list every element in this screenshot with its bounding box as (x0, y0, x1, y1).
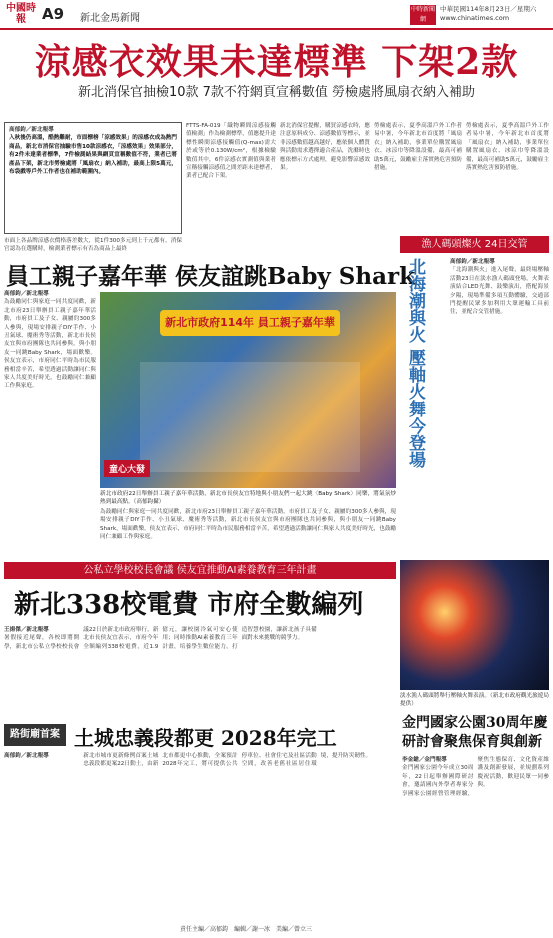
side1-photo (400, 560, 549, 690)
story4-tag: 路街廟首案 (4, 724, 66, 746)
side2-headline: 金門國家公園30周年慶 研討會聚焦保育與創新 (402, 715, 548, 750)
date-line (440, 5, 536, 23)
story2-byline: 高郁鈞／新北報導 (4, 291, 49, 297)
story4-text: 新北市城市更新條例首案土城忠義段都更案22日動土，由新北市都更中心推動，全案預計2028年完工，將可提供公共停車位、社會住宅及社區活動空間，改善老舊社區居住環境，提升防災韌性。 (83, 753, 372, 768)
story3-byline: 王揚傑／新北報導 (4, 627, 49, 633)
story2-body-cont: 為鼓勵同仁與家庭一同共度同歡，新北市府23日舉辦員工親子嘉年華活動，市府員工及子女、親屬約300多人參與，現場安排親子DIY手作、小丑氣球、魔術秀等活動，新北市長侯友宜與市府團隊也共同參與，與小朋友一同跳Baby Shark，場面歡樂。侯友宜表示，市府同仁平時為市民服務相當辛苦，希望透過活動讓同仁與家人共度美好時光，也鼓勵同仁兼顧工作與家庭。 (100, 509, 396, 541)
story2-body (4, 290, 96, 558)
newspaper-logo: 中國時報 (6, 3, 36, 25)
side2-byline: 李金鎗／金門報導 (402, 757, 447, 763)
side2-body (402, 756, 549, 920)
photo-banner: 新北市政府114年 員工親子嘉年華 (160, 310, 340, 336)
side1-byline: 高郁鈞／新北報導 (450, 259, 495, 265)
lead-subhead: 新北消保官抽檢10款 7款不符網頁宣稱數值 勞檢處將風扇衣納入補助 (77, 85, 476, 100)
side1-body (450, 258, 549, 558)
story2-headline: 員工親子嘉年華 侯友誼跳Baby Shark (6, 263, 416, 290)
story3-headline: 新北338校電費 市府全數編列 (14, 590, 364, 620)
story3-text: 暑假接近尾聲，各校即將開學，新北市公私立學校校長會議22日於新北市政府舉行，新北市長侯友宜表示，市府今年全額編列338校電費，近1.9億元，讓校園冷氣可安心使用；同時推動AI素養教育三年計畫，培養學生數位能力，打造智慧校園，讓新北孩子具備面對未來挑戰的競爭力。 (4, 627, 317, 650)
lead-byline: 高郁鈞／新北報導 (9, 127, 54, 133)
lead-col1: 市面上各品牌涼感衣價格落差數大，從1件300多元到上千元都有，消保官認為在選購時，檢測業者標示有否為商品上最終 (4, 238, 182, 253)
lead-col5: 勞檢處表示，夏季高溫戶外工作者易中暑，今年新北市首度將「風扇衣」納入補助，事業單位購置風扇衣、冰涼巾等降溫設備，最高可補助5萬元，鼓勵雇主落實熱危害預防措施。 (466, 123, 549, 172)
story3-body (4, 626, 396, 722)
story2-text: 為鼓勵同仁與家庭一同共度同歡，新北市府23日舉辦員工親子嘉年華活動，市府員工及子女、親屬約300多人參與，現場安排親子DIY手作、小丑氣球、魔術秀等活動，新北市長侯友宜與市府團隊也共同參與，與小朋友一同跳Baby Shark，場面歡樂。侯友宜表示，市府同仁平時為市民服務相當辛苦，希望透過活動讓同仁與家人共度美好時光，也鼓勵同仁兼顧工作與家庭。 (4, 299, 96, 390)
side1-text: 「北海潮與火」進入尾聲，最終場壓軸活動23日在淡水漁人碼頭登場，火舞表演結合LED光舞、鼓樂演出，搭配海景夕陽，現場準備多項互動體驗，交通部門提醒民眾多加利用大眾運輸工具前往，並配合交管措施。 (450, 267, 549, 316)
lead-col3: 新北消保官提醒，購買涼感衣時，應注意原料成分、涼感數值等標示，並非涼感數值越高越好，應依個人體質與活動需求選擇適合產品，洗滌時也應依標示方式處理，避免影響涼感效果。 (280, 123, 370, 172)
page-number: A9 (42, 5, 65, 23)
side2-text: 金門國家公園今年成立30周年，22日起舉辦國際研討會，邀請國內外學者專家分享國家公園經營管理經驗，聚焦生態保育、文化資產維護及創新發展，並規劃系列慶祝活動，歡迎民眾一同參與。 (402, 757, 549, 797)
lead-col4: 勞檢處表示，夏季高溫戶外工作者易中暑，今年新北市首度將「風扇衣」納入補助，事業單位購置風扇衣、冰涼巾等降溫設備，最高可補助5萬元，鼓勵雇主落實熱危害預防措施。 (374, 123, 462, 172)
side1-vertical-headline: 北海潮與火 壓軸火舞今登場 (405, 258, 425, 468)
lead-headline: 涼感衣效果未達標準 下架2款 (34, 41, 519, 83)
lead-summary: 入秋後仍高溫，酷熱難耐，市面標榜「涼感效果」的涼感衣成為熱門商品，新北市消保官抽驗市售10款涼感衣，「涼感效果」效果部分，有2件未達業者標準，7件檢測結果與網頁宣稱數值不符，業者已將產品下架，新北市勞檢處將「風扇衣」納入補助，最高上限5萬元，布袋戲等戶外工作者也在補助範圍內。 (9, 135, 177, 176)
date-text: 中華民國114年8月23日／星期六 (440, 5, 537, 13)
side1-bar: 漁人碼頭燦火 24日交管 (400, 236, 549, 253)
story4-headline: 土城忠義段都更 2028年完工 (74, 726, 337, 750)
lead-col2: FTTS-FA-019「織物瞬間涼感接觸值檢測」作為檢測標準，值應提升達標性瞬間涼感接觸值(Q-max)需大於或等於0.130W/cm²，根據檢驗數值其中，6件涼感衣實測值與業者宣稱接觸涼感值之間差距未達標者，業者已配合下架。 (186, 123, 276, 180)
story3-kicker: 公私立學校校長會議 侯友宜推動AI素養教育三年計畫 (4, 562, 396, 579)
section-title: 新北金馬新聞 (80, 13, 140, 24)
side1-caption: 淡水漁人碼頭將舉行壓軸火舞表演。（新北市政府觀光旅遊局提供） (400, 693, 549, 708)
story2-caption: 新北市政府22日舉辦員工親子嘉年華活動，新北市長侯友宜特地與小朋友們一起大跳〈Baby Shark〉同樂，將氣氛炒熱到最高點。（高郁鈞攝） (100, 491, 396, 506)
story4-body (4, 752, 396, 920)
photo-tag: 童心大發 (104, 460, 150, 477)
masthead (0, 0, 553, 30)
site-url[interactable]: www.chinatimes.com (440, 14, 510, 22)
page-footer: 責任主編／高郁鈞 編輯／謝一冰 美編／曾立三 (180, 926, 313, 933)
photo-crowd (140, 362, 360, 472)
edition-badge: 中時新聞網 (410, 6, 435, 23)
story2-photo (100, 292, 396, 488)
lead-summary-box (4, 122, 182, 234)
story4-byline: 高郁鈞／新北報導 (4, 753, 49, 759)
